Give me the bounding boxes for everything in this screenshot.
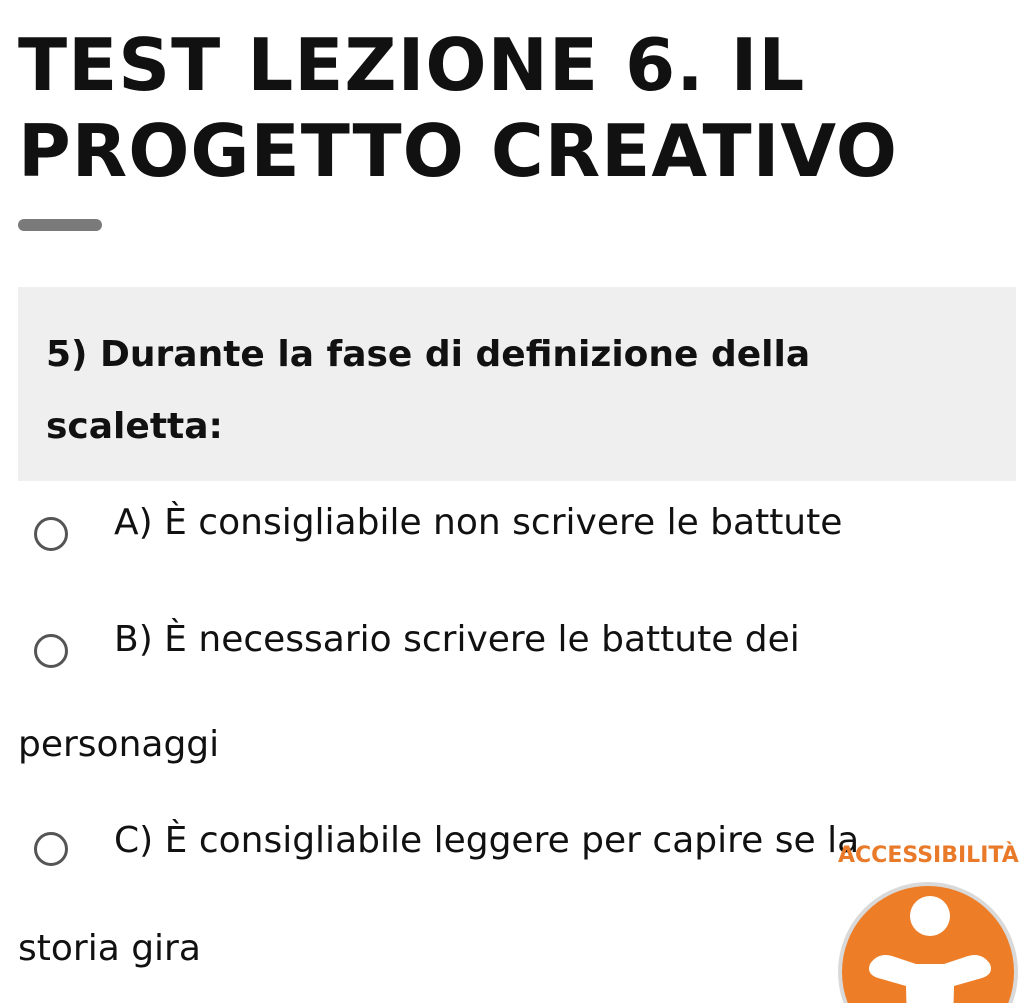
title-underline (18, 219, 102, 231)
accessibility-circle[interactable] (838, 882, 1018, 1003)
answer-option-a[interactable] (18, 495, 1008, 595)
answer-option-c-label: C) È consigliabile leggere per capire se la storia gira (18, 820, 860, 969)
accessibility-button[interactable] (832, 836, 1026, 1003)
question-text: 5) Durante la fase di definizione della scaletta: (46, 334, 811, 447)
answer-option-a-label: A) È consigliabile non scrivere le battute (114, 502, 843, 543)
answer-option-b-label: B) È necessario scrivere le battute dei personaggi (18, 619, 800, 765)
page-title: TEST LEZIONE 6. IL PROGETTO CREATIVO (18, 23, 899, 193)
answer-option-b[interactable] (18, 612, 1008, 812)
person-icon (842, 886, 1018, 1003)
accessibility-label: ACCESSIBILITÀ (838, 843, 1019, 868)
question-box (18, 287, 1016, 481)
